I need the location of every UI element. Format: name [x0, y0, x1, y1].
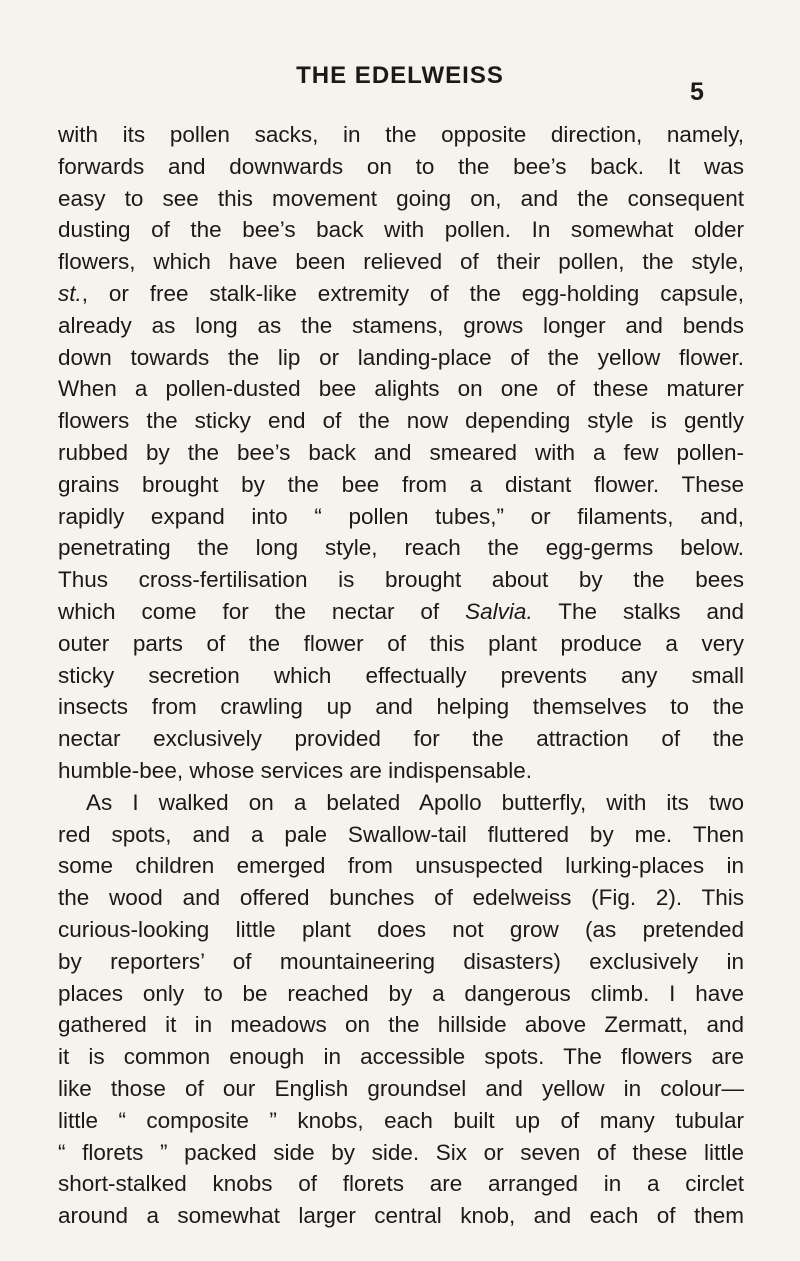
text-line: short-stalked knobs of florets are arranged in a circlet [58, 1171, 744, 1197]
text-line: some children emerged from unsuspected lurking-places in [58, 853, 744, 879]
text-line: by reporters’ of mountaineering disasters) exclusively in [58, 948, 744, 974]
text-line [58, 596, 744, 628]
text-line: little “ composite ” knobs, each built up of many tubular [58, 1107, 744, 1133]
text-line: Thus cross-fertilisation is brought about by the bees [58, 567, 744, 593]
paragraph [58, 119, 744, 787]
text-line: gathered it in meadows on the hillside above Zermatt, and [58, 1012, 744, 1038]
text-line: humble-bee, whose services are indispensable. [58, 757, 533, 783]
text-line [58, 278, 744, 310]
text-line: flowers the sticky end of the now depending style is gently [58, 408, 744, 434]
text-line: it is common enough in accessible spots. The flowers are [58, 1044, 744, 1070]
text-line: easy to see this movement going on, and the consequent [58, 185, 744, 211]
page-number: 5 [690, 78, 704, 106]
text-run: The stalks and [532, 598, 745, 624]
text-line: grains brought by the bee from a distant flower. These [58, 471, 744, 497]
text-line: down towards the lip or landing-place of the yellow flower. [58, 344, 744, 370]
text-line: forwards and downwards on to the bee’s back. It was [58, 153, 744, 179]
text-line: around a somewhat larger central knob, and each of them [58, 1203, 744, 1229]
text-line: rubbed by the bee’s back and smeared with a few pollen- [58, 439, 744, 465]
italic-species-name: Salvia. [465, 598, 533, 624]
text-line: When a pollen-dusted bee alights on one of these maturer [58, 376, 744, 402]
text-line: “ florets ” packed side by side. Six or seven of these little [58, 1139, 744, 1165]
text-line: places only to be reached by a dangerous climb. I have [58, 980, 744, 1006]
text-line: dusting of the bee’s back with pollen. In somewhat older [58, 217, 744, 243]
text-line: sticky secretion which effectually prevents any small [58, 662, 744, 688]
text-line: red spots, and a pale Swallow-tail fluttered by me. Then [58, 821, 744, 847]
italic-abbreviation: st. [58, 280, 82, 306]
body-text [58, 119, 744, 1232]
text-line: penetrating the long style, reach the egg-germs below. [58, 535, 744, 561]
text-line: nectar exclusively provided for the attraction of the [58, 726, 744, 752]
text-run: , or free stalk-like extremity of the egg-holding capsule, [81, 280, 744, 306]
text-line: with its pollen sacks, in the opposite direction, namely, [58, 122, 744, 147]
text-line: rapidly expand into “ pollen tubes,” or filaments, and, [58, 503, 744, 529]
running-head: THE EDELWEISS [296, 62, 504, 89]
paragraph [58, 787, 744, 1232]
text-line: already as long as the stamens, grows longer and bends [58, 312, 744, 338]
text-line: outer parts of the flower of this plant produce a very [58, 630, 744, 656]
text-line: flowers, which have been relieved of their pollen, the style, [58, 249, 744, 275]
text-line: the wood and offered bunches of edelweiss (Fig. 2). This [58, 885, 744, 911]
text-run: which come for the nectar of [58, 598, 466, 624]
text-line: insects from crawling up and helping themselves to the [58, 694, 744, 720]
text-line: like those of our English groundsel and yellow in colour— [58, 1075, 744, 1101]
text-line: curious-looking little plant does not grow (as pretended [58, 916, 744, 942]
text-line: As I walked on a belated Apollo butterfly, with its two [86, 789, 744, 815]
